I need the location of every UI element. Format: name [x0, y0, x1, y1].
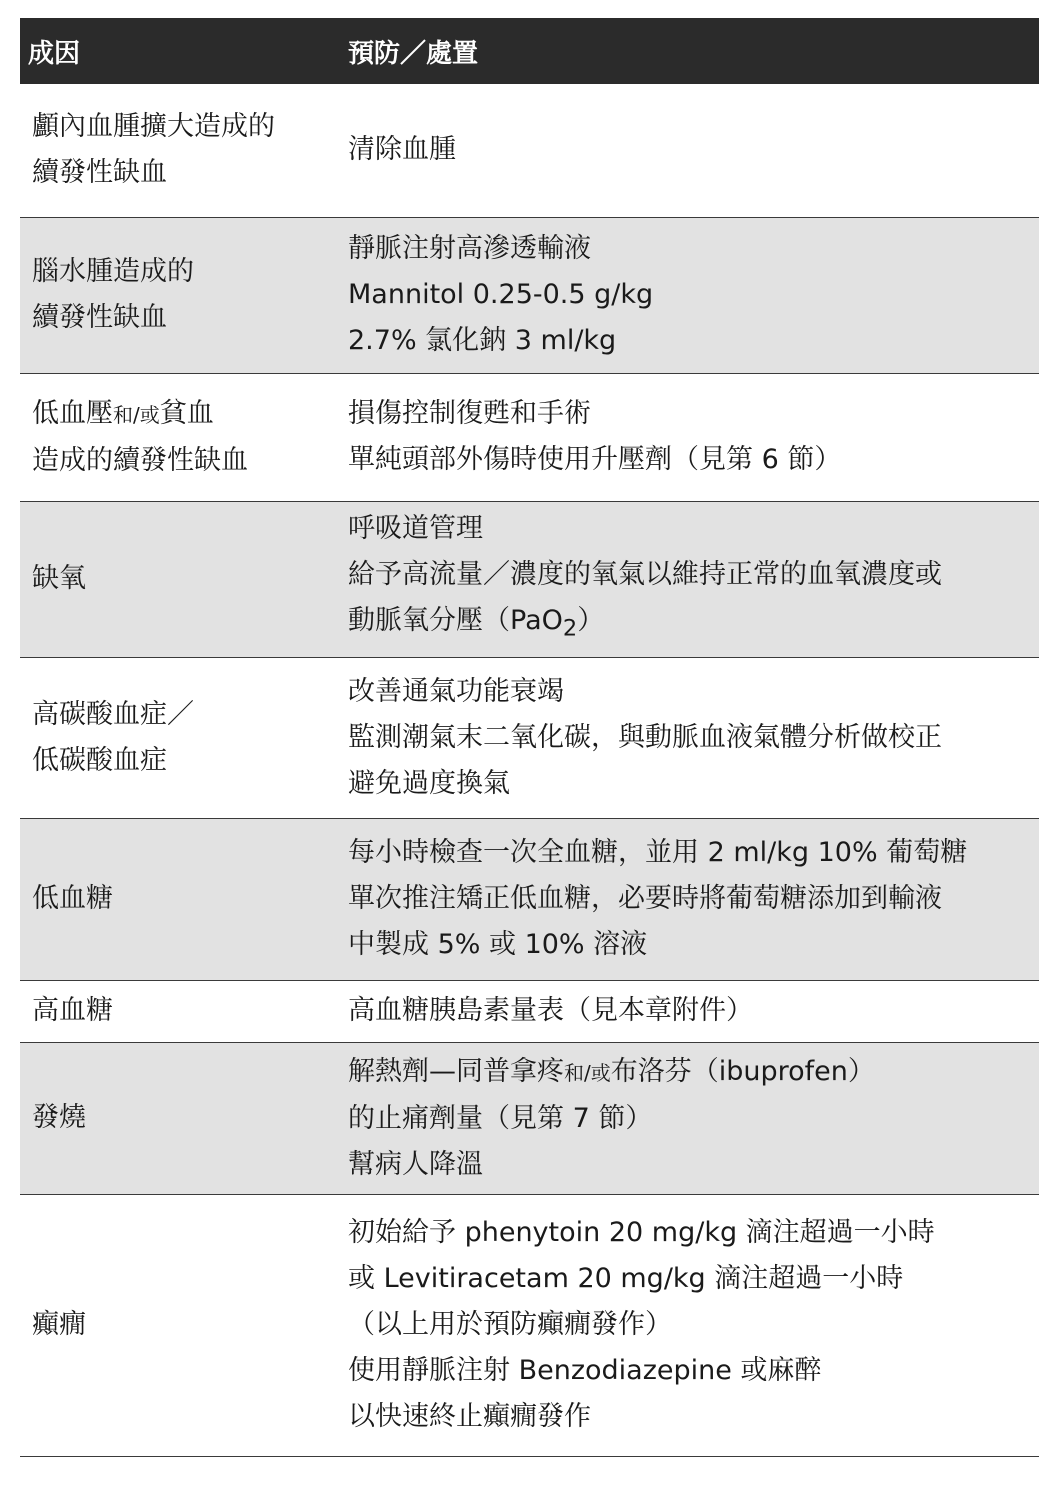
treatment-line: 單次推注矯正低血糖，必要時將葡萄糖添加到輸液	[348, 883, 942, 914]
table-row	[20, 980, 1039, 1042]
cause-treatment-table	[20, 18, 1039, 1457]
treatment-text: 動脈氧分壓（PaO	[348, 605, 563, 637]
treatment-line: 幫病人降溫	[348, 1148, 483, 1180]
treatment-cell	[348, 657, 1039, 818]
cause-line: 腦水腫造成的	[32, 256, 194, 287]
treatment-line: 給予高流量／濃度的氧氣以維持正常的血氧濃度或	[348, 559, 942, 591]
treatment-cell	[348, 501, 1039, 657]
treatment-line: 高血糖胰島素量表（見本章附件）	[348, 995, 753, 1026]
cause-cell	[20, 657, 348, 818]
cause-cell	[20, 373, 348, 501]
treatment-cell	[348, 1042, 1039, 1194]
cause-line: 續發性缺血	[32, 302, 167, 333]
treatment-cell	[348, 217, 1039, 373]
cause-cell	[20, 217, 348, 373]
cause-line: 缺氧	[32, 563, 86, 594]
cause-line: 發燒	[32, 1102, 86, 1133]
header-treatment: 預防／處置	[348, 18, 1039, 84]
treatment-line: 損傷控制復甦和手術	[348, 398, 591, 429]
cause-text: 貧血	[159, 397, 214, 429]
treatment-line: 改善通氣功能衰竭	[348, 675, 564, 707]
treatment-line: 以快速終止癲癇發作	[348, 1401, 591, 1432]
treatment-line: 初始給予 phenytoin 20 mg/kg 滴注超過一小時	[348, 1217, 935, 1248]
treatment-line: 單純頭部外傷時使用升壓劑（見第 6 節）	[348, 444, 842, 475]
treatment-text: 布洛芬（ibuprofen）	[610, 1055, 875, 1087]
cause-cell	[20, 980, 348, 1042]
header-cause: 成因	[20, 18, 348, 84]
table-row	[20, 1042, 1039, 1194]
treatment-line: （以上用於預防癲癇發作）	[348, 1309, 672, 1340]
treatment-text: ）	[577, 605, 605, 637]
cause-line	[32, 391, 348, 438]
treatment-line: 每小時檢查一次全血糖，並用 2 ml/kg 10% 葡萄糖	[348, 837, 968, 868]
cause-line: 低碳酸血症	[32, 744, 167, 776]
cause-line: 低血糖	[32, 883, 113, 914]
treatment-cell	[348, 84, 1039, 217]
treatment-line	[348, 598, 1039, 651]
treatment-cell	[348, 980, 1039, 1042]
treatment-cell	[348, 818, 1039, 980]
treatment-line: 2.7% 氯化鈉 3 ml/kg	[348, 325, 617, 356]
treatment-text: 解熱劑—同普拿疼	[348, 1055, 564, 1087]
treatment-line: 呼吸道管理	[348, 513, 483, 545]
cause-line: 癲癇	[32, 1309, 86, 1340]
cause-text: 低血壓	[32, 397, 113, 429]
cause-connector: 和/或	[113, 402, 160, 427]
cause-cell	[20, 84, 348, 217]
treatment-line: 中製成 5% 或 10% 溶液	[348, 929, 648, 960]
cause-cell	[20, 1194, 348, 1456]
cause-line: 造成的續發性缺血	[32, 444, 248, 476]
treatment-line: 使用靜脈注射 Benzodiazepine 或麻醉	[348, 1355, 822, 1386]
treatment-line: 監測潮氣末二氧化碳，與動脈血液氣體分析做校正	[348, 721, 942, 753]
cause-line: 高血糖	[32, 995, 113, 1026]
cause-line: 續發性缺血	[32, 157, 167, 189]
treatment-line: 或 Levitiracetam 20 mg/kg 滴注超過一小時	[348, 1263, 904, 1294]
subscript-2: 2	[562, 615, 578, 642]
treatment-line	[348, 1049, 1039, 1096]
treatment-line: 避免過度換氣	[348, 767, 510, 799]
treatment-line: 清除血腫	[348, 134, 456, 166]
treatment-connector: 和/或	[564, 1060, 611, 1085]
table-row	[20, 501, 1039, 657]
table-row	[20, 818, 1039, 980]
table-row	[20, 1194, 1039, 1456]
table-row	[20, 657, 1039, 818]
treatment-line: Mannitol 0.25-0.5 g/kg	[348, 279, 654, 310]
cause-cell	[20, 818, 348, 980]
table-row	[20, 373, 1039, 501]
cause-cell	[20, 1042, 348, 1194]
table-header-row	[20, 18, 1039, 84]
cause-cell	[20, 501, 348, 657]
treatment-line: 的止痛劑量（見第 7 節）	[348, 1102, 653, 1134]
table-row	[20, 217, 1039, 373]
treatment-cell	[348, 373, 1039, 501]
document-page	[20, 18, 1039, 1457]
treatment-line: 靜脈注射高滲透輸液	[348, 233, 591, 264]
treatment-cell	[348, 1194, 1039, 1456]
cause-line: 顱內血腫擴大造成的	[32, 111, 275, 143]
cause-line: 高碳酸血症／	[32, 698, 194, 730]
table-row	[20, 84, 1039, 217]
